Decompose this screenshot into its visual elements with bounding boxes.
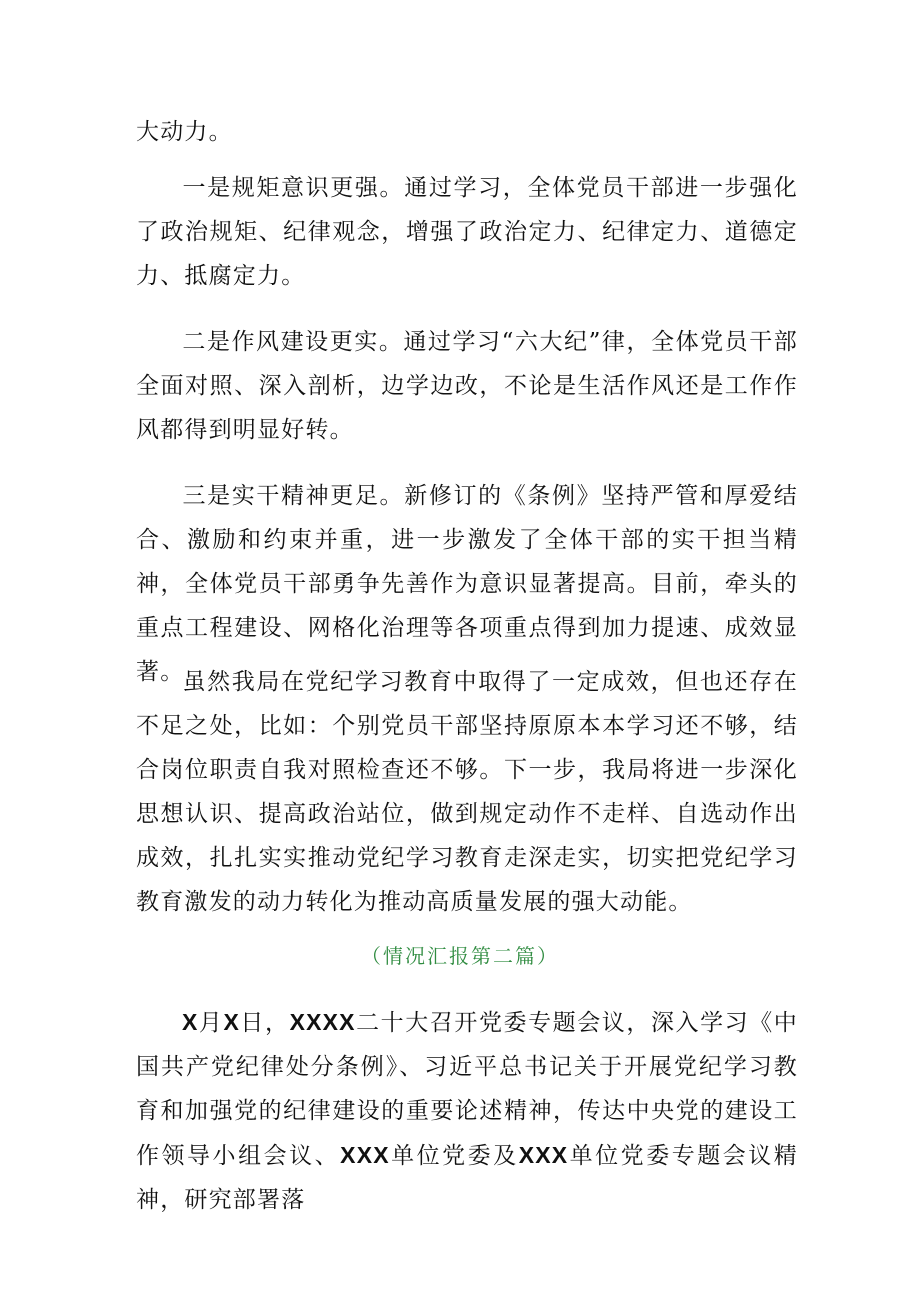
text-segment: 单位党委及 bbox=[389, 1143, 519, 1169]
paragraph-text: 三是实干精神更足。新修订的《条例》坚持严管和厚爱结合、激励和约束并重，进一步激发了全体干部的实干担当精神，全体党员干部勇争先善作为意识显著提高。目前，牵头的重点工程建设、网格化治理等各项重点得到加力提速、成效显著。 bbox=[136, 483, 798, 685]
text-segment: 单位党委专题会议精神，研究部署落 bbox=[136, 1143, 798, 1213]
paragraph-intro-tail bbox=[136, 110, 798, 154]
paragraph-text: 虽然我局在党纪学习教育中取得了一定成效，但也还存在不足之处，比如：个别党员干部坚持原原本本学习还不够，结合岗位职责自我对照检查还不够。下一步，我局将进一步深化思想认识、提高政治站位，做到规定动作不走样、自选动作出成效，扎扎实实推动党纪学习教育走深走实，切实把党纪学习教育激发的动力转化为推动高质量发展的强大动能。 bbox=[136, 669, 798, 915]
placeholder-day: X bbox=[223, 1009, 241, 1035]
placeholder-month: X bbox=[182, 1009, 199, 1035]
paragraph-text: 二是作风建设更实。通过学习“六大纪”律，全体党员干部全面对照、深入剖析，边学边改，不论是生活作风还是工作作风都得到明显好转。 bbox=[136, 329, 798, 443]
text-segment: 月 bbox=[198, 1010, 224, 1036]
paragraph-shortcomings bbox=[136, 660, 798, 924]
text-segment: 日， bbox=[240, 1010, 290, 1036]
paragraph-second-report bbox=[136, 1000, 798, 1222]
paragraph-text: 大动力。 bbox=[136, 119, 233, 145]
placeholder-unit: XXX bbox=[518, 1142, 569, 1168]
placeholder-organization: XXXX bbox=[289, 1009, 356, 1035]
text-segment: 二十大召开党委专题会议，深入学习《中国共产党纪律处分条例》、习近平总书记关于开展党纪学习教育和加强党的纪律建设的重要论述精神，传达中央党的建设工作领导小组会议、 bbox=[136, 1010, 798, 1169]
paragraph-point-two bbox=[136, 320, 798, 452]
section-heading: （情况汇报第二篇） bbox=[361, 944, 559, 968]
paragraph-point-one bbox=[136, 166, 798, 298]
paragraph-text: 一是规矩意识更强。通过学习，全体党员干部进一步强化了政治规矩、纪律观念，增强了政治定力、纪律定力、道德定力、抵腐定力。 bbox=[136, 175, 798, 289]
placeholder-unit: XXX bbox=[340, 1142, 390, 1168]
